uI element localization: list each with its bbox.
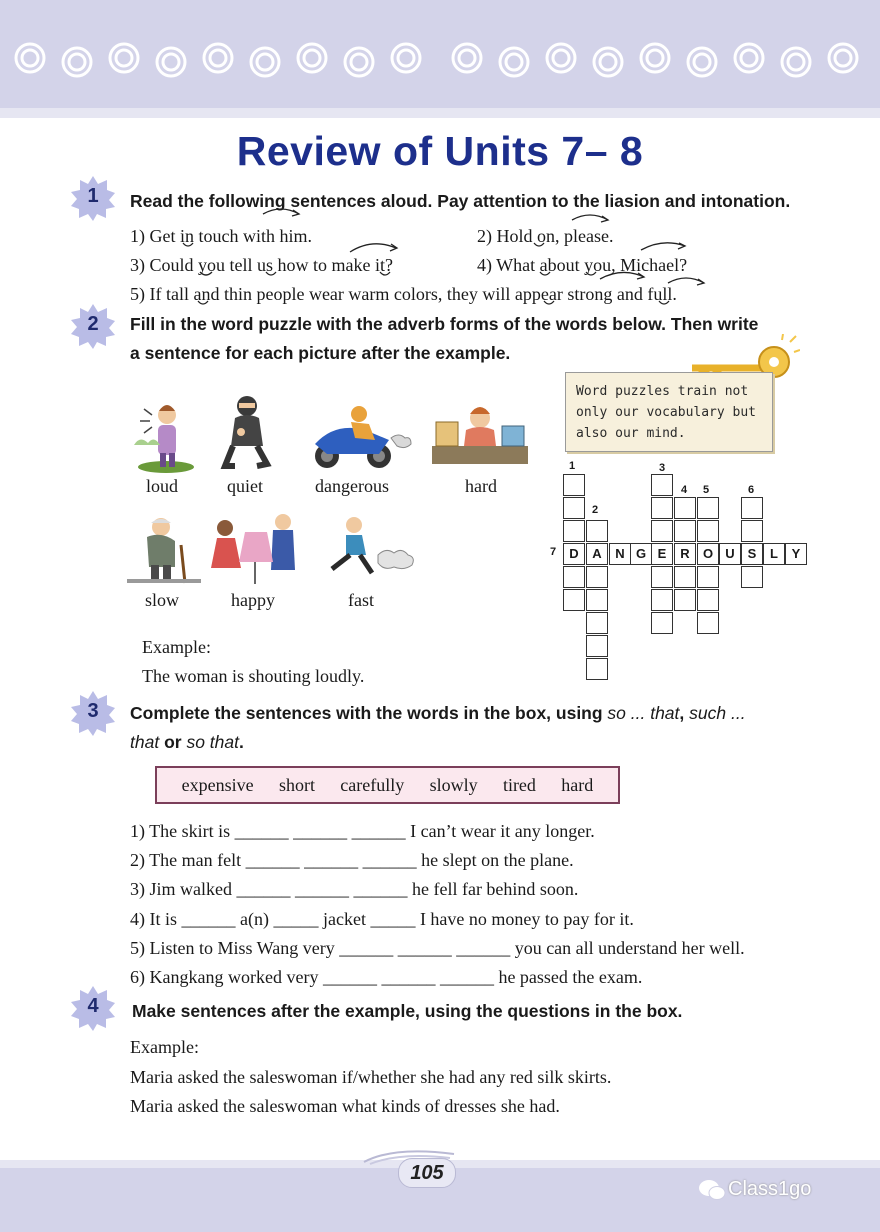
puzzle-cell[interactable] [651,474,673,496]
clue-number: 4 [681,484,688,496]
box-word: tired [502,774,536,795]
puzzle-letter: R [674,543,696,565]
example-label: Example: [142,637,211,657]
section-4-example-line-1: Maria asked the saleswoman if/whether she had any red silk skirts. [130,1067,612,1087]
sentence-2: 2) Hold on, please. [477,226,614,246]
puzzle-letter: N [609,543,631,565]
shouting-woman-picture [130,395,196,473]
section-4-instruction: Make sentences after the example, using the questions in the box. [132,1001,683,1021]
puzzle-cell[interactable] [586,589,608,611]
exercise-sentence-3: 3) Jim walked ______ ______ ______ he fell far behind soon. [130,879,579,899]
section-4-example-line-2: Maria asked the saleswoman what kinds of dresses she had. [130,1096,560,1116]
word-box [155,766,620,804]
puzzle-cell[interactable] [697,566,719,588]
word-hard: hard [465,476,497,496]
section-2-instruction-line1: Fill in the word puzzle with the adverb forms of the words below. Then write [130,314,759,334]
tip-note: Word puzzles train not only our vocabulary but also our mind. [565,372,773,452]
puzzle-letter: G [630,543,652,565]
example-sentence: The woman is shouting loudly. [142,666,365,686]
hard-working-student-picture [430,400,530,470]
word-dangerous: dangerous [315,476,389,496]
box-word: carefully [340,774,405,795]
section-badge-2: 2 [70,303,116,349]
puzzle-cell[interactable] [697,520,719,542]
puzzle-cell[interactable] [674,520,696,542]
puzzle-cell[interactable] [586,566,608,588]
puzzle-cell[interactable] [563,520,585,542]
word-quiet: quiet [227,476,263,496]
clue-number: 5 [703,484,710,496]
section-badge-3: 3 [70,690,116,736]
puzzle-cell[interactable] [563,566,585,588]
puzzle-cell[interactable] [563,497,585,519]
section-4-example-label: Example: [130,1037,199,1057]
puzzle-cell[interactable] [651,589,673,611]
watermark: Class1go [728,1178,812,1200]
puzzle-cell[interactable] [741,566,763,588]
box-word: expensive [181,774,254,795]
puzzle-cell[interactable] [563,589,585,611]
word-fast: fast [348,590,374,610]
puzzle-letter: U [719,543,741,565]
puzzle-cell[interactable] [651,612,673,634]
dangerous-motorcyclist-picture [305,400,413,472]
section-2-instruction-line2: a sentence for each picture after the example. [130,343,511,363]
puzzle-cell[interactable] [741,497,763,519]
exercise-sentence-2: 2) The man felt ______ ______ ______ he slept on the plane. [130,850,574,870]
sentence-3: 3) Could you tell us how to make it? [130,255,393,275]
word-slow: slow [144,590,179,610]
section-badge-1: 1 [70,175,116,221]
puzzle-cell[interactable] [586,658,608,680]
happy-shoppers-picture [205,510,305,588]
puzzle-letter: E [651,543,673,565]
exercise-sentence-1: 1) The skirt is ______ ______ ______ I can’t wear it any longer. [130,821,595,841]
fast-runner-picture [312,515,416,581]
puzzle-letter: Y [785,543,807,565]
clue-number: 2 [592,504,599,516]
word-happy: happy [231,590,275,610]
liaison-marks [0,0,880,310]
puzzle-letter: L [763,543,785,565]
clue-number: 7 [550,546,557,558]
puzzle-cell[interactable] [674,589,696,611]
clue-number: 6 [748,484,755,496]
clue-number: 1 [569,460,576,472]
quiet-thief-picture [215,392,275,472]
puzzle-cell[interactable] [741,520,763,542]
page-title: Review of Units 7– 8 [236,128,644,174]
puzzle-letter: D [563,543,585,565]
puzzle-cell[interactable] [586,612,608,634]
puzzle-cell[interactable] [651,497,673,519]
box-word: slowly [429,774,478,795]
sentence-4: 4) What about you, Michael? [477,255,688,275]
clue-number: 3 [659,462,666,474]
box-word: short [278,774,315,795]
word-loud: loud [145,476,178,496]
puzzle-cell[interactable] [697,612,719,634]
puzzle-letter: O [697,543,719,565]
section-badge-4: 4 [70,985,116,1031]
puzzle-cell[interactable] [674,566,696,588]
puzzle-cell[interactable] [651,520,673,542]
wechat-icon [698,1178,726,1202]
puzzle-cell[interactable] [586,635,608,657]
sentence-1: 1) Get in touch with him. [130,226,312,246]
puzzle-cell[interactable] [674,497,696,519]
sentence-5: 5) If tall and thin people wear warm colors, they will appear strong and full. [130,284,677,304]
exercise-sentence-5: 5) Listen to Miss Wang very ______ ______ ______ you can all understand her well. [130,938,745,958]
puzzle-letter: A [586,543,608,565]
section-3-instruction-line1: Complete the sentences with the words in the box, using so ... that, such ... [130,703,746,723]
exercise-sentence-4: 4) It is ______ a(n) _____ jacket _____ I have no money to pay for it. [130,909,634,929]
puzzle-cell[interactable] [651,566,673,588]
slow-old-man-picture [125,515,203,585]
puzzle-cell[interactable] [697,497,719,519]
puzzle-letter: S [741,543,763,565]
puzzle-cell[interactable] [586,520,608,542]
puzzle-cell[interactable] [563,474,585,496]
puzzle-cell[interactable] [697,589,719,611]
section-3-instruction-line2: that or so that. [130,732,244,752]
page-number: 105 [398,1158,456,1188]
box-word: hard [561,774,594,795]
section-1-instruction: Read the following sentences aloud. Pay attention to the liasion and intonation. [130,191,791,211]
exercise-sentence-6: 6) Kangkang worked very ______ ______ ______ he passed the exam. [130,967,643,987]
